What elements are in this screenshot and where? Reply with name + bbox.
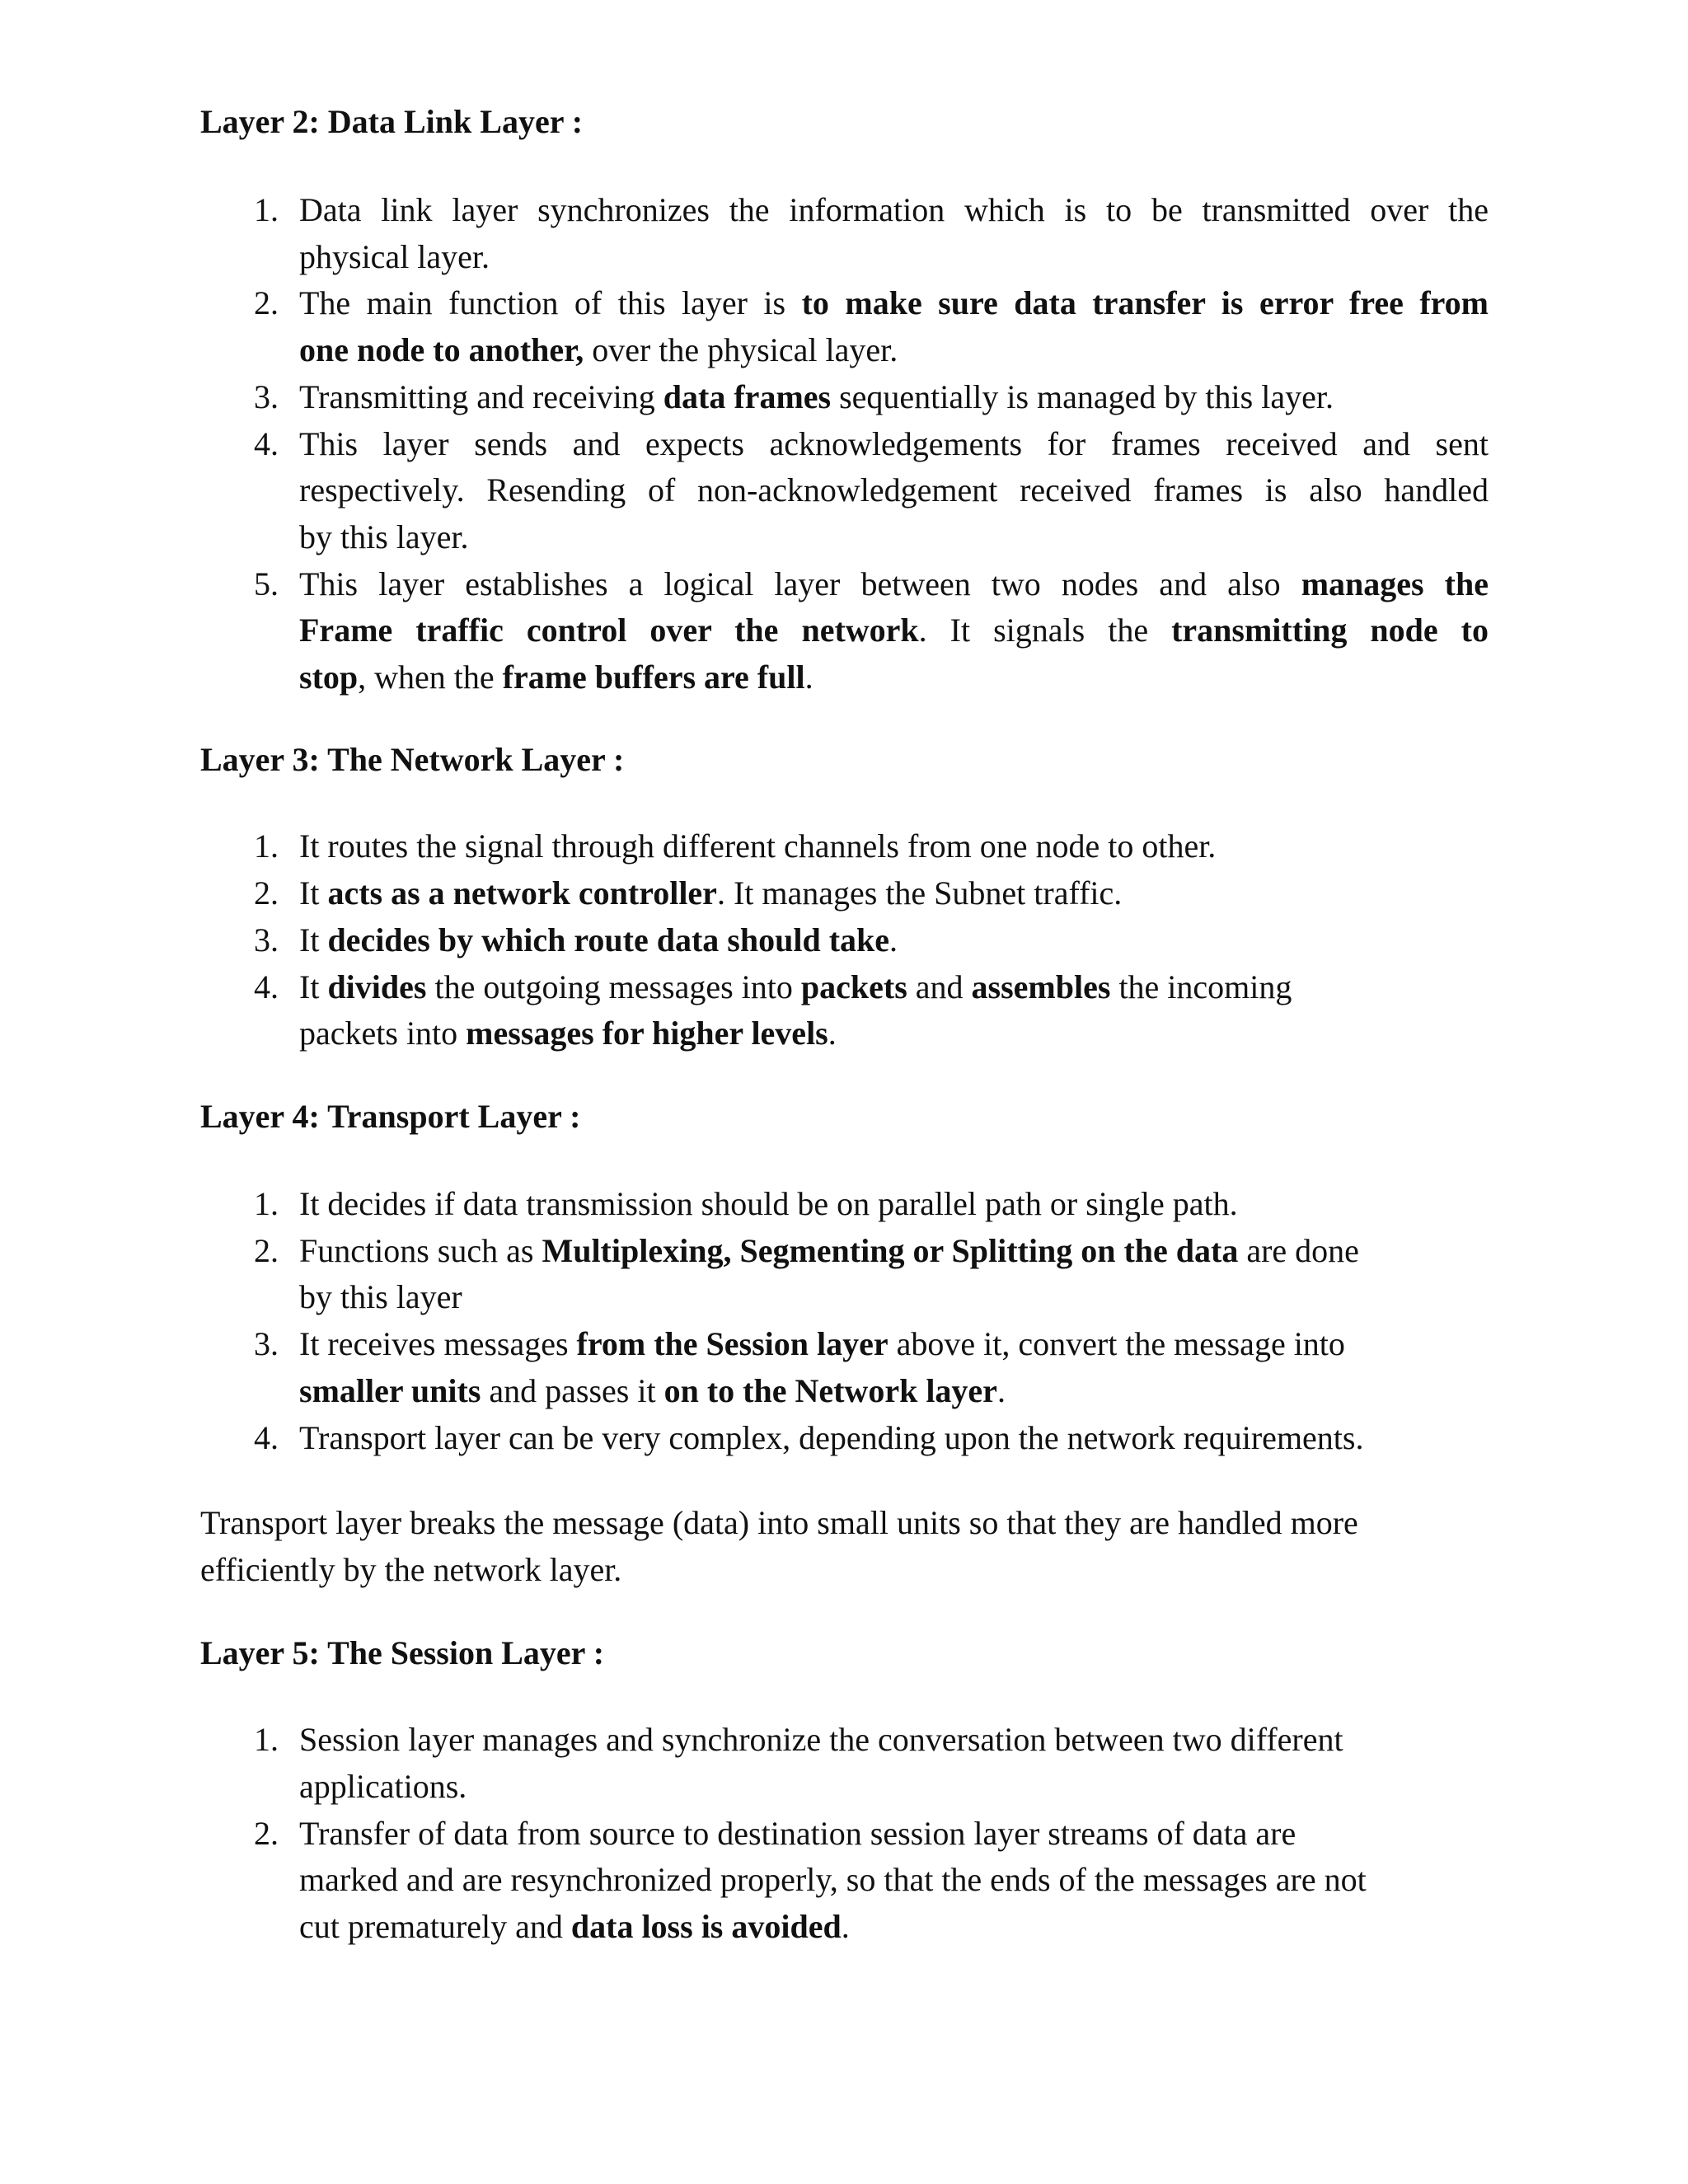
list-item-line	[299, 1185, 1238, 1222]
bold-text: data loss is avoided	[570, 1908, 842, 1945]
list-number: 4.	[254, 425, 279, 462]
text-run: Functions such as	[299, 1232, 542, 1269]
text-run: Transfer of data from source to destination session layer streams of data are	[299, 1815, 1296, 1852]
bold-text: acts as a network controller	[327, 874, 717, 912]
text-run: The main function of this layer is	[299, 284, 802, 321]
list-number: 2.	[254, 1815, 279, 1852]
section-heading: Layer 5: The Session Layer :	[200, 1634, 605, 1671]
list-item-line	[299, 1863, 1367, 1896]
list-item-line	[299, 1817, 1296, 1850]
list-item-line	[299, 378, 1334, 415]
text-run: Data link layer synchronizes the information which is to be transmitted over the	[299, 191, 1489, 228]
list-number: 3.	[254, 921, 279, 958]
text-run: .	[996, 1372, 1006, 1409]
bold-text: frame buffers are full	[502, 658, 805, 696]
list-item-line	[299, 1325, 1345, 1362]
list-item-line	[299, 1723, 1343, 1756]
text-run: by this layer.	[299, 518, 469, 555]
bold-text: decides by which route data should take	[327, 921, 890, 958]
list-item-line	[299, 1278, 462, 1315]
text-run: Transmitting and receiving	[299, 378, 663, 415]
text-run: cut prematurely and	[299, 1908, 571, 1945]
text-run: This layer sends and expects acknowledgements for frames received and sent	[299, 425, 1489, 462]
list-item-line	[299, 518, 469, 555]
list-number: 2.	[254, 874, 279, 912]
bold-text: data frames	[663, 378, 832, 415]
list-number: 3.	[254, 1325, 279, 1362]
bold-text: transmitting node to	[1171, 612, 1489, 649]
section-heading: Layer 2: Data Link Layer :	[200, 103, 584, 140]
text-run: over the physical layer.	[584, 331, 898, 368]
list-item-line	[299, 614, 1489, 647]
bold-text: manages the	[1301, 565, 1489, 602]
text-run: by this layer	[299, 1278, 462, 1315]
list-item-line	[299, 874, 1123, 912]
section-heading: Layer 4: Transport Layer :	[200, 1098, 581, 1135]
list-number: 4.	[254, 968, 279, 1005]
text-run: and passes it	[481, 1372, 664, 1409]
bold-text: divides	[327, 968, 427, 1005]
transport-paragraph-line: efficiently by the network layer.	[200, 1551, 622, 1588]
bold-text: smaller units	[299, 1372, 481, 1409]
list-number: 3.	[254, 378, 279, 415]
bold-text: packets	[800, 968, 907, 1005]
text-run: It receives messages	[299, 1325, 577, 1362]
bold-text: assembles	[971, 968, 1111, 1005]
text-run: sequentially is managed by this layer.	[831, 378, 1334, 415]
list-item-line	[299, 827, 1217, 865]
bold-text: stop	[299, 658, 359, 696]
list-number: 1.	[254, 1721, 279, 1758]
list-item-line	[299, 1419, 1364, 1456]
text-run: Session layer manages and synchronize the conversation between two different	[299, 1721, 1343, 1758]
list-item-line	[299, 1017, 837, 1050]
list-number: 4.	[254, 1419, 279, 1456]
bold-text: from the Session layer	[576, 1325, 889, 1362]
text-run: . It manages the Subnet traffic.	[716, 874, 1123, 912]
text-run: This layer establishes a logical layer between two nodes and also	[299, 565, 1301, 602]
text-run: and	[907, 968, 972, 1005]
list-item-line	[299, 425, 1489, 462]
text-run: respectively. Resending of non-acknowledgement received frames is also handled	[299, 471, 1489, 509]
text-run: .	[889, 921, 898, 958]
bold-text: Frame traffic control over the network	[299, 612, 919, 649]
list-number: 1.	[254, 1185, 279, 1222]
list-item-line	[299, 1770, 467, 1803]
text-run: applications.	[299, 1768, 467, 1805]
list-number: 1.	[254, 191, 279, 228]
text-run: It	[299, 921, 328, 958]
bold-text: to make sure data transfer is error free from	[801, 284, 1489, 321]
text-run: It	[299, 968, 328, 1005]
text-run: .	[804, 658, 814, 696]
list-item-line	[299, 658, 814, 696]
text-run: . It signals the	[918, 612, 1172, 649]
text-run: It routes the signal through different channels from one node to other.	[299, 827, 1217, 865]
text-run: Transport layer can be very complex, depending upon the network requirements.	[299, 1419, 1364, 1456]
text-run: marked and are resynchronized properly, so that the ends of the messages are not	[299, 1861, 1367, 1898]
list-item-line	[299, 191, 1489, 228]
text-run: It	[299, 874, 328, 912]
list-item-line	[299, 1910, 850, 1943]
list-item-line	[299, 565, 1489, 602]
list-item-line	[299, 471, 1489, 509]
list-item-line	[299, 1372, 1006, 1409]
text-run: packets into	[299, 1015, 467, 1052]
list-number: 5.	[254, 565, 279, 602]
section-heading: Layer 3: The Network Layer :	[200, 741, 625, 778]
text-run: are done	[1238, 1232, 1359, 1269]
list-item-line	[299, 921, 898, 958]
transport-paragraph-line: Transport layer breaks the message (data) into small units so that they are handled more	[200, 1504, 1358, 1541]
text-run: above it, convert the message into	[888, 1325, 1345, 1362]
bold-text: one node to another,	[299, 331, 584, 368]
list-number: 2.	[254, 284, 279, 321]
text-run: the incoming	[1110, 968, 1292, 1005]
list-item-line	[299, 968, 1292, 1005]
text-run: physical layer.	[299, 238, 490, 275]
text-run: .	[841, 1908, 850, 1945]
list-item-line	[299, 238, 490, 275]
list-item-line	[299, 284, 1489, 321]
list-item-line	[299, 1232, 1359, 1269]
bold-text: messages for higher levels	[466, 1015, 828, 1052]
list-number: 1.	[254, 827, 279, 865]
text-run: It decides if data transmission should be on parallel path or single path.	[299, 1185, 1238, 1222]
bold-text: Multiplexing, Segmenting or Splitting on the data	[542, 1232, 1239, 1269]
text-run: , when the	[358, 658, 503, 696]
bold-text: on to the Network layer	[663, 1372, 997, 1409]
text-run: the outgoing messages into	[426, 968, 801, 1005]
list-item-line	[299, 331, 898, 368]
text-run: .	[828, 1015, 837, 1052]
list-number: 2.	[254, 1232, 279, 1269]
